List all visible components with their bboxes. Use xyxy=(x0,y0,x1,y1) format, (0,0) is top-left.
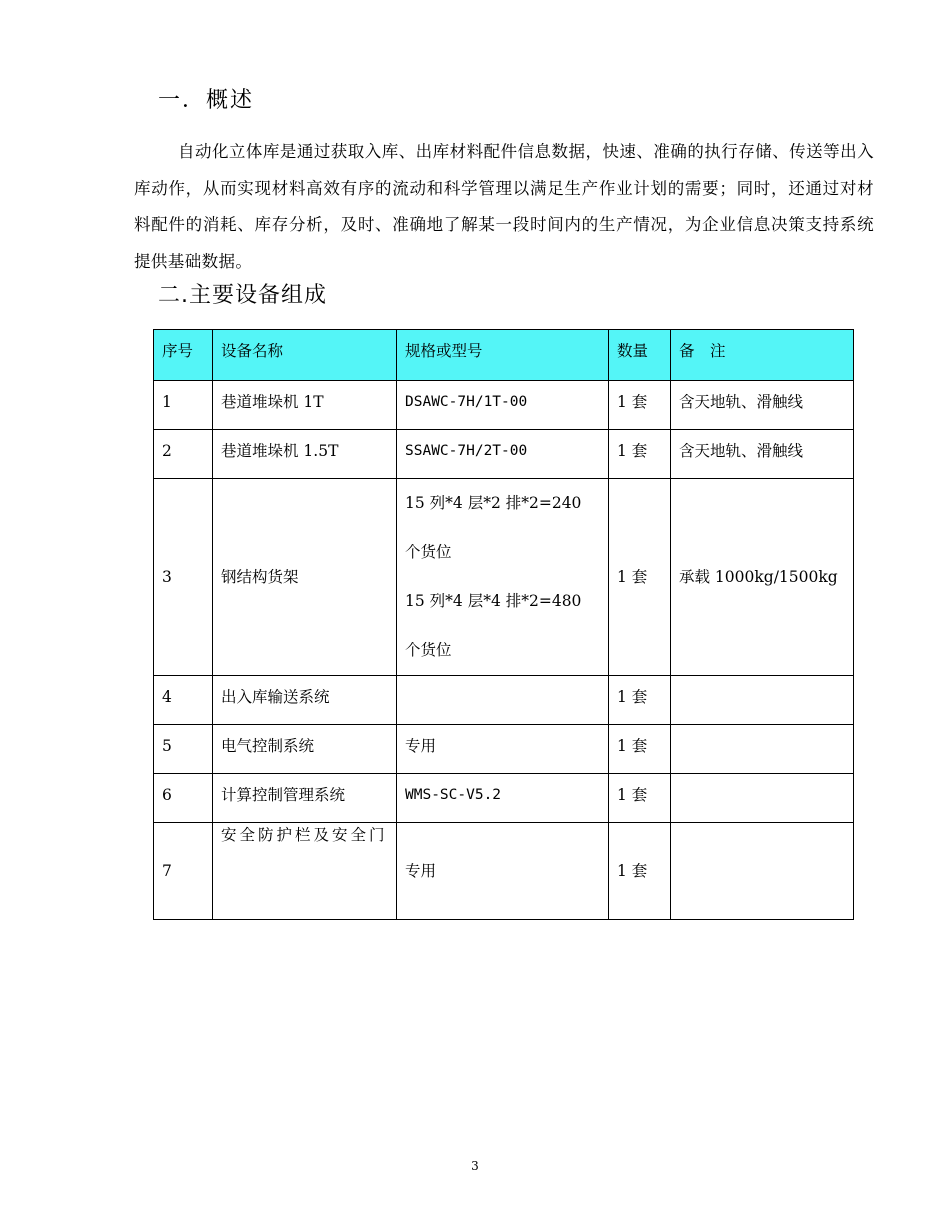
cell-no: 7 xyxy=(154,823,213,920)
cell-spec: 专用 xyxy=(397,823,609,920)
cell-no: 6 xyxy=(154,774,213,823)
section-2-title: 二.主要设备组成 xyxy=(158,283,327,308)
cell-note xyxy=(671,774,854,823)
cell-name: 巷道堆垛机 1.5T xyxy=(213,430,397,479)
table-row xyxy=(154,676,854,725)
cell-name: 钢结构货架 xyxy=(213,479,397,676)
cell-no: 4 xyxy=(154,676,213,725)
cell-spec xyxy=(397,676,609,725)
cell-spec: DSAWC-7H/1T-00 xyxy=(397,381,609,430)
cell-note: 含天地轨、滑触线 xyxy=(671,381,854,430)
cell-no: 2 xyxy=(154,430,213,479)
header-note: 备 注 xyxy=(671,330,854,381)
table-row xyxy=(154,774,854,823)
cell-no: 5 xyxy=(154,725,213,774)
cell-qty: 1 套 xyxy=(609,381,671,430)
table-row xyxy=(154,725,854,774)
cell-name: 巷道堆垛机 1T xyxy=(213,381,397,430)
spec-line: 个货位 xyxy=(405,641,452,659)
cell-spec xyxy=(397,479,609,676)
cell-spec: SSAWC-7H/2T-00 xyxy=(397,430,609,479)
cell-name: 出入库输送系统 xyxy=(213,676,397,725)
spec-line: 15 列*4 层*4 排*2=480 xyxy=(405,592,582,610)
cell-note xyxy=(671,823,854,920)
cell-qty: 1 套 xyxy=(609,430,671,479)
spec-line: 15 列*4 层*2 排*2=240 xyxy=(405,494,582,512)
cell-no: 1 xyxy=(154,381,213,430)
cell-qty: 1 套 xyxy=(609,676,671,725)
equipment-table xyxy=(153,329,854,920)
cell-name: 安全防护栏及安全门 xyxy=(213,823,397,920)
cell-no: 3 xyxy=(154,479,213,676)
page-number: 3 xyxy=(471,1159,479,1173)
table-row xyxy=(154,479,854,676)
table-row xyxy=(154,823,854,920)
cell-qty: 1 套 xyxy=(609,725,671,774)
cell-note: 承载 1000kg/1500kg xyxy=(671,479,854,676)
table-row xyxy=(154,430,854,479)
header-qty: 数量 xyxy=(609,330,671,381)
spec-line: 个货位 xyxy=(405,543,452,561)
header-spec: 规格或型号 xyxy=(397,330,609,381)
table-header-row xyxy=(154,330,854,381)
cell-note xyxy=(671,676,854,725)
overview-paragraph: 自动化立体库是通过获取入库、出库材料配件信息数据，快速、准确的执行存储、传送等出入库动作，从而实现材料高效有序的流动和科学管理以满足生产作业计划的需要；同时，还通过对材料配件的消耗、库存分析，及时、准确地了解某一段时间内的生产情况，为企业信息决策支持系统提供基础数据。 xyxy=(134,142,874,271)
header-no: 序号 xyxy=(154,330,213,381)
cell-spec: WMS-SC-V5.2 xyxy=(397,774,609,823)
cell-name: 电气控制系统 xyxy=(213,725,397,774)
cell-note: 含天地轨、滑触线 xyxy=(671,430,854,479)
cell-qty: 1 套 xyxy=(609,479,671,676)
table-row xyxy=(154,381,854,430)
cell-qty: 1 套 xyxy=(609,823,671,920)
header-name: 设备名称 xyxy=(213,330,397,381)
cell-qty: 1 套 xyxy=(609,774,671,823)
cell-name: 计算控制管理系统 xyxy=(213,774,397,823)
cell-spec: 专用 xyxy=(397,725,609,774)
section-1-title: 一．概述 xyxy=(158,88,255,113)
cell-note xyxy=(671,725,854,774)
